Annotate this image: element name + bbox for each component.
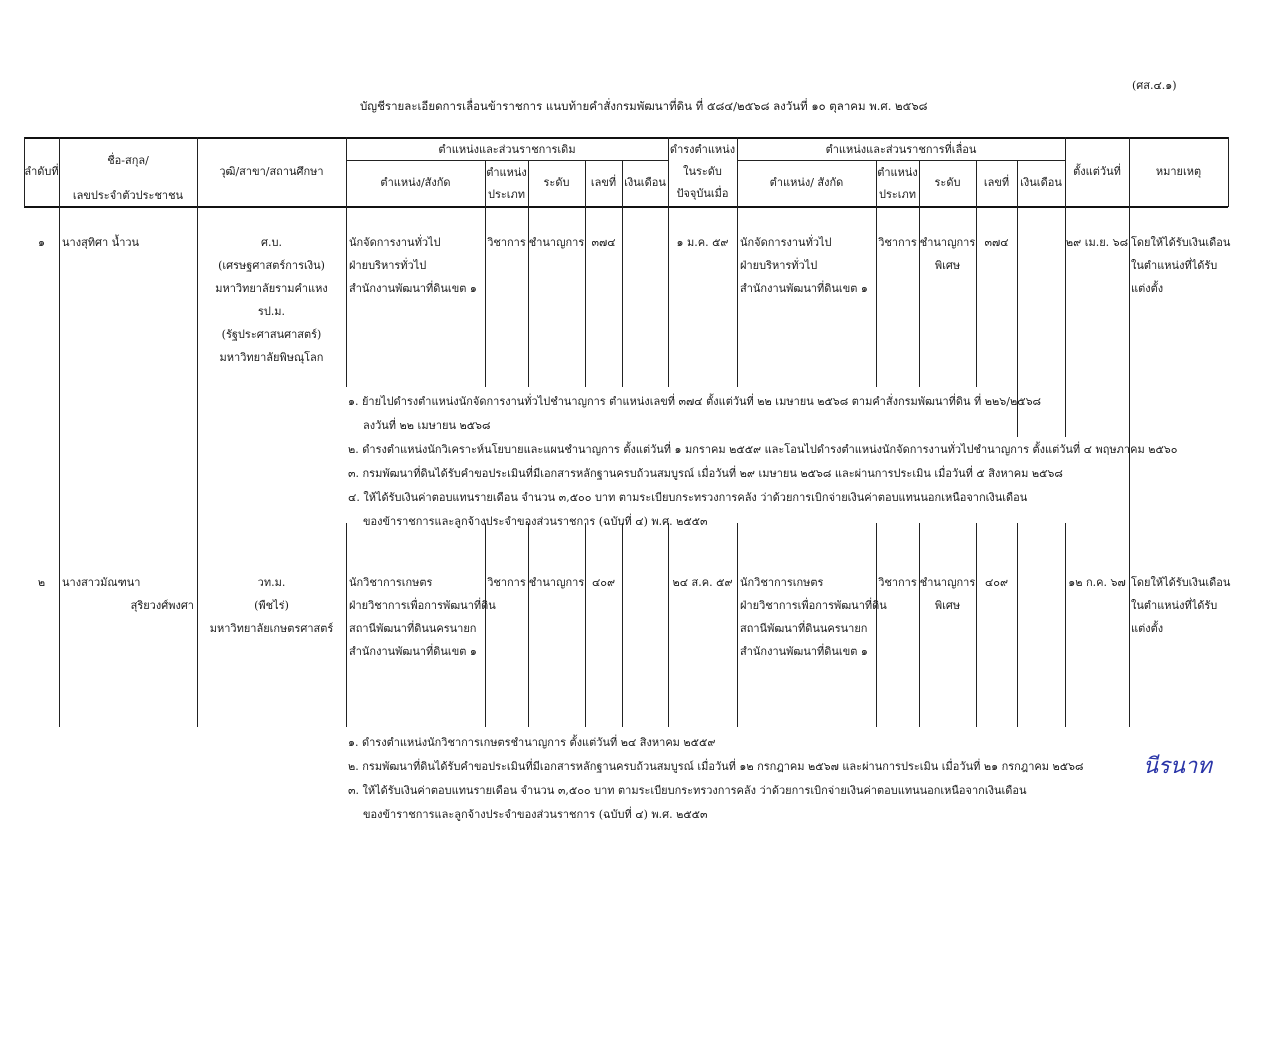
row-old-number: ๔๐๙ [591, 576, 616, 589]
row-old-type: วิชาการ [487, 236, 526, 249]
header-hold-2: ในระดับ [683, 165, 722, 178]
row-new-level [919, 571, 976, 617]
header-since: ตั้งแต่วันที่ [1073, 165, 1121, 178]
position-line: สำนักงานพัฒนาที่ดินเขต ๑ [349, 282, 477, 295]
vline [1017, 523, 1018, 727]
degree-line: มหาวิทยาลัยเกษตรศาสตร์ [209, 622, 334, 635]
position-line: นักจัดการงานทั่วไป [349, 236, 441, 249]
vline [976, 523, 977, 727]
row-held-since: ๑ ม.ค. ๕๙ [676, 236, 729, 249]
vline [59, 207, 60, 727]
vline [1065, 523, 1066, 727]
level-line: ชำนาญการ [919, 236, 976, 249]
header-new-level: ระดับ [934, 176, 961, 189]
position-line: สำนักงานพัฒนาที่ดินเขต ๑ [740, 282, 868, 295]
row-effective: ๑๒ ก.ค. ๖๗ [1068, 576, 1126, 589]
vline [528, 523, 529, 727]
row-notes [348, 390, 1177, 534]
form-code: (ศส.๔.๑) [1132, 79, 1177, 92]
header-new-position: ตำแหน่ง/ สังกัด [769, 176, 844, 189]
remark-line: แต่งตั้ง [1131, 282, 1164, 295]
row-new-position [740, 571, 887, 663]
degree-line: มหาวิทยาลัยรามคำแหง [215, 282, 328, 295]
row-remark [1131, 231, 1230, 300]
position-line: สถานีพัฒนาที่ดินนครนายก [349, 622, 477, 635]
old-group-divider [346, 160, 668, 161]
row-old-position [349, 231, 477, 300]
remark-line: โดยให้ได้รับเงินเดือน [1131, 236, 1231, 249]
position-line: สถานีพัฒนาที่ดินนครนายก [740, 622, 868, 635]
row-new-number: ๓๗๔ [984, 236, 1009, 249]
header-old-type-1: ตำแหน่ง [486, 166, 527, 179]
header-name-2: เลขประจำตัวประชาชน [72, 189, 184, 202]
header-old-level: ระดับ [543, 176, 570, 189]
row-held-since: ๒๔ ส.ค. ๕๙ [672, 576, 733, 589]
document-title: บัญชีรายละเอียดการเลื่อนข้าราชการ แนบท้ายคำสั่งกรมพัฒนาที่ดิน ที่ ๕๘๔/๒๕๖๘ ลงวันที่ ๑๐ ตุลาคม พ.ศ. ๒๕๖๘ [360, 99, 928, 113]
vline [346, 523, 347, 727]
header-hold-1: ดำรงตำแหน่ง [669, 143, 736, 156]
row-new-number: ๔๐๙ [984, 576, 1009, 589]
vline [346, 207, 347, 387]
vline [668, 523, 669, 727]
row-degree [197, 231, 346, 369]
header-no: ลำดับที่ [24, 165, 59, 178]
header-new-salary: เงินเดือน [1020, 176, 1062, 189]
degree-line: (รัฐประศาสนศาสตร์) [221, 328, 322, 341]
position-line: สำนักงานพัฒนาที่ดินเขต ๑ [740, 645, 868, 658]
position-line: นักวิชาการเกษตร [349, 576, 433, 589]
vline [1228, 137, 1229, 207]
signature: นีรนาท [1143, 754, 1212, 779]
note-line: ๒. กรมพัฒนาที่ดินได้รับคำขอประเมินที่มีเอกสารหลักฐานครบถ้วนสมบูรณ์ เมื่อวันที่ ๑๒ กรกฎาคม ๒๕๖๗ และผ่านการประเมิน เมื่อวันที่ ๒๑ กรกฎาคม ๒๕๖๘ [348, 760, 1084, 773]
note-line: ของข้าราชการและลูกจ้างประจำของส่วนราชการ (ฉบับที่ ๔) พ.ศ. ๒๕๕๓ [363, 515, 708, 528]
note-line: ๔. ให้ได้รับเงินค่าตอบแทนรายเดือน จำนวน ๓,๕๐๐ บาท ตามระเบียบกระทรวงการคลัง ว่าด้วยการเบิกจ่ายเงินค่าตอบแทนนอกเหนือจากเงินเดือน [348, 491, 1028, 504]
header-old-type-2: ประเภท [487, 188, 526, 201]
row-new-type: วิชาการ [878, 576, 917, 589]
remark-line: โดยให้ได้รับเงินเดือน [1131, 576, 1231, 589]
header-old-salary: เงินเดือน [624, 176, 666, 189]
level-line: ชำนาญการ [919, 576, 976, 589]
header-group-old: ตำแหน่งและส่วนราชการเดิม [438, 143, 576, 156]
degree-line: มหาวิทยาลัยพิษณุโลก [219, 351, 324, 364]
note-line: ๒. ดำรงตำแหน่งนักวิเคราะห์นโยบายและแผนชำนาญการ ตั้งแต่วันที่ ๑ มกราคม ๒๕๕๙ และโอนไปดำรงตำแหน่งนักจัดการงานทั่วไปชำนาญการ ตั้งแต่วันที่ ๔ พฤษภาคม ๒๕๖๐ [348, 443, 1178, 456]
position-line: สำนักงานพัฒนาที่ดินเขต ๑ [349, 645, 477, 658]
row-old-position [349, 571, 496, 663]
vline [737, 207, 738, 387]
vline [622, 523, 623, 727]
degree-line: วท.ม. [257, 576, 286, 589]
vline [919, 523, 920, 727]
header-name-1: ชื่อ-สกุล/ [107, 154, 149, 167]
position-line: ฝ่ายวิชาการเพื่อการพัฒนาที่ดิน [740, 599, 887, 612]
header-new-type-1: ตำแหน่ง [877, 166, 918, 179]
row-effective: ๒๙ เม.ย. ๖๘ [1065, 236, 1129, 249]
position-line: ฝ่ายบริหารทั่วไป [349, 259, 427, 272]
note-line: ลงวันที่ ๒๒ เมษายน ๒๕๖๘ [363, 419, 491, 432]
row-old-level: ชำนาญการ [528, 236, 585, 249]
vline [737, 523, 738, 727]
degree-line: ศ.บ. [261, 236, 282, 249]
row-old-type: วิชาการ [487, 576, 526, 589]
note-line: ๑. ดำรงตำแหน่งนักวิชาการเกษตรชำนาญการ ตั้งแต่วันที่ ๒๔ สิงหาคม ๒๕๕๙ [348, 736, 716, 749]
row-old-level: ชำนาญการ [528, 576, 585, 589]
row-name: นางสาวมัณฑนา [62, 576, 141, 589]
remark-line: แต่งตั้ง [1131, 622, 1164, 635]
new-group-divider [737, 160, 1065, 161]
note-line: ๓. กรมพัฒนาที่ดินได้รับคำขอประเมินที่มีเอกสารหลักฐานครบถ้วนสมบูรณ์ เมื่อวันที่ ๒๙ เมษายน ๒๕๖๘ และผ่านการประเมิน เมื่อวันที่ ๕ สิงหาคม ๒๕๖๘ [348, 467, 1063, 480]
header-old-position: ตำแหน่ง/สังกัด [380, 176, 451, 189]
header-bottom-border [24, 206, 1228, 208]
row-surname: สุริยวงศ์พงศา [130, 599, 194, 612]
header-degree: วุฒิ/สาขา/สถานศึกษา [219, 165, 324, 178]
row-no: ๑ [38, 236, 45, 249]
row-notes [348, 731, 1084, 827]
position-line: นักวิชาการเกษตร [740, 576, 824, 589]
position-line: ฝ่ายวิชาการเพื่อการพัฒนาที่ดิน [349, 599, 496, 612]
degree-line: (เศรษฐศาสตร์การเงิน) [218, 259, 325, 272]
vline [622, 207, 623, 387]
header-group-new: ตำแหน่งและส่วนราชการที่เลื่อน [825, 143, 977, 156]
degree-line: รป.ม. [257, 305, 286, 318]
header-remark: หมายเหตุ [1155, 165, 1202, 178]
note-line: ๓. ให้ได้รับเงินค่าตอบแทนรายเดือน จำนวน ๓,๕๐๐ บาท ตามระเบียบกระทรวงการคลัง ว่าด้วยการเบิกจ่ายเงินค่าตอบแทนนอกเหนือจากเงินเดือน [348, 784, 1027, 797]
row-name: นางสุทิศา น้ำวน [62, 236, 140, 249]
note-line: ๑. ย้ายไปดำรงตำแหน่งนักจัดการงานทั่วไปชำนาญการ ตำแหน่งเลขที่ ๓๗๔ ตั้งแต่วันที่ ๒๒ เมษายน ๒๕๖๘ ตามคำสั่งกรมพัฒนาที่ดิน ที่ ๒๒๖/๒๕๖๘ [348, 395, 1042, 408]
row-old-number: ๓๗๔ [591, 236, 616, 249]
position-line: นักจัดการงานทั่วไป [740, 236, 832, 249]
header-new-type-2: ประเภท [878, 188, 917, 201]
row-no: ๒ [37, 576, 46, 589]
level-line: พิเศษ [934, 599, 961, 612]
remark-line: ในตำแหน่งที่ได้รับ [1131, 599, 1218, 612]
position-line: ฝ่ายบริหารทั่วไป [740, 259, 818, 272]
header-hold-3: ปัจจุบันเมื่อ [676, 187, 729, 200]
row-remark [1131, 571, 1230, 640]
degree-line: (พืชไร่) [254, 599, 289, 612]
header-old-number: เลขที่ [590, 176, 617, 189]
row-degree [197, 571, 346, 640]
note-line: ของข้าราชการและลูกจ้างประจำของส่วนราชการ (ฉบับที่ ๔) พ.ศ. ๒๕๕๓ [363, 808, 708, 821]
vline [585, 523, 586, 727]
row-new-level [919, 231, 976, 277]
remark-line: ในตำแหน่งที่ได้รับ [1131, 259, 1218, 272]
row-new-type: วิชาการ [878, 236, 917, 249]
header-new-number: เลขที่ [983, 176, 1010, 189]
level-line: พิเศษ [934, 259, 961, 272]
row-new-position [740, 231, 868, 300]
